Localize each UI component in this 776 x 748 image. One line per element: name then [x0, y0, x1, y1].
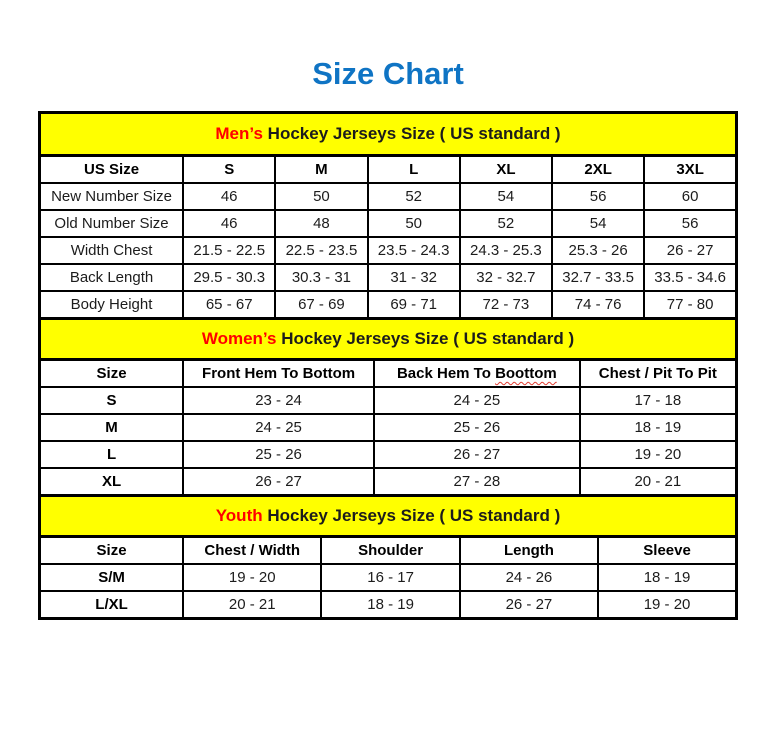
- size-cell: 65 - 67: [183, 291, 275, 319]
- size-cell: 19 - 20: [580, 441, 737, 468]
- womens-heading-rest: Hockey Jerseys Size ( US standard ): [281, 329, 575, 348]
- size-cell: 24.3 - 25.3: [460, 237, 552, 264]
- column-header: XL: [460, 156, 552, 184]
- column-header: S: [183, 156, 275, 184]
- row-label: S: [40, 387, 184, 414]
- size-cell: 25 - 26: [183, 441, 374, 468]
- size-cell: 26 - 27: [460, 591, 598, 619]
- mens-heading-highlight: Men’s: [215, 124, 263, 143]
- row-label: XL: [40, 468, 184, 496]
- column-header: Length: [460, 537, 598, 565]
- size-cell: 50: [368, 210, 460, 237]
- row-label: New Number Size: [40, 183, 184, 210]
- youth-section-heading: [40, 496, 737, 537]
- size-cell: 56: [552, 183, 644, 210]
- youth-column-header-row: [40, 537, 737, 565]
- size-cell: 29.5 - 30.3: [183, 264, 275, 291]
- size-cell: 56: [644, 210, 736, 237]
- size-cell: 19 - 20: [183, 564, 321, 591]
- size-cell: 24 - 26: [460, 564, 598, 591]
- table-row: [40, 210, 737, 237]
- row-label: Back Length: [40, 264, 184, 291]
- size-cell: 30.3 - 31: [275, 264, 367, 291]
- size-cell: 25.3 - 26: [552, 237, 644, 264]
- column-header: 3XL: [644, 156, 736, 184]
- size-cell: 31 - 32: [368, 264, 460, 291]
- table-row: [40, 591, 737, 619]
- size-cell: 52: [368, 183, 460, 210]
- column-header: Sleeve: [598, 537, 736, 565]
- size-cell: 46: [183, 210, 275, 237]
- row-label: L/XL: [40, 591, 184, 619]
- size-cell: 20 - 21: [183, 591, 321, 619]
- mens-size-table: [38, 111, 738, 320]
- youth-size-table: [38, 494, 738, 620]
- column-header: Size: [40, 537, 184, 565]
- size-cell: 16 - 17: [321, 564, 459, 591]
- table-row: [40, 291, 737, 319]
- row-label: Old Number Size: [40, 210, 184, 237]
- column-header: US Size: [40, 156, 184, 184]
- size-cell: 69 - 71: [368, 291, 460, 319]
- size-cell: 23.5 - 24.3: [368, 237, 460, 264]
- size-cell: 32.7 - 33.5: [552, 264, 644, 291]
- womens-size-table: [38, 317, 738, 497]
- mens-heading-rest: Hockey Jerseys Size ( US standard ): [267, 124, 561, 143]
- row-label: S/M: [40, 564, 184, 591]
- mens-column-header-row: [40, 156, 737, 184]
- size-cell: 19 - 20: [598, 591, 736, 619]
- size-cell: 77 - 80: [644, 291, 736, 319]
- table-row: [40, 183, 737, 210]
- size-cell: 18 - 19: [580, 414, 737, 441]
- column-header-misspelled: [374, 360, 580, 388]
- size-cell: 24 - 25: [183, 414, 374, 441]
- size-cell: 27 - 28: [374, 468, 580, 496]
- size-cell: 18 - 19: [598, 564, 736, 591]
- mens-section-heading-row: [40, 113, 737, 156]
- column-header: Size: [40, 360, 184, 388]
- womens-column-header-row: [40, 360, 737, 388]
- size-cell: 50: [275, 183, 367, 210]
- youth-heading-highlight: Youth: [215, 506, 263, 525]
- youth-heading-rest: Hockey Jerseys Size ( US standard ): [267, 506, 561, 525]
- column-header: 2XL: [552, 156, 644, 184]
- youth-section-heading-row: [40, 496, 737, 537]
- column-header: Shoulder: [321, 537, 459, 565]
- column-header: Chest / Width: [183, 537, 321, 565]
- size-cell: 26 - 27: [183, 468, 374, 496]
- size-cell: 23 - 24: [183, 387, 374, 414]
- row-label: Body Height: [40, 291, 184, 319]
- size-cell: 72 - 73: [460, 291, 552, 319]
- womens-section-heading-row: [40, 319, 737, 360]
- size-cell: 33.5 - 34.6: [644, 264, 736, 291]
- table-row: [40, 264, 737, 291]
- size-cell: 26 - 27: [374, 441, 580, 468]
- mens-section-heading: [40, 113, 737, 156]
- column-header-text: Back Hem To: [396, 365, 491, 382]
- size-cell: 21.5 - 22.5: [183, 237, 275, 264]
- size-cell: 48: [275, 210, 367, 237]
- size-cell: 25 - 26: [374, 414, 580, 441]
- size-cell: 24 - 25: [374, 387, 580, 414]
- size-cell: 67 - 69: [275, 291, 367, 319]
- column-header: M: [275, 156, 367, 184]
- size-cell: 20 - 21: [580, 468, 737, 496]
- table-row: [40, 414, 737, 441]
- size-cell: 22.5 - 23.5: [275, 237, 367, 264]
- table-row: [40, 468, 737, 496]
- size-cell: 17 - 18: [580, 387, 737, 414]
- page-title: Size Chart: [312, 56, 464, 91]
- womens-section-heading: [40, 319, 737, 360]
- size-chart-tables: [38, 111, 738, 620]
- size-cell: 74 - 76: [552, 291, 644, 319]
- size-cell: 54: [460, 183, 552, 210]
- column-header: Front Hem To Bottom: [183, 360, 374, 388]
- column-header: Chest / Pit To Pit: [580, 360, 737, 388]
- size-cell: 52: [460, 210, 552, 237]
- size-chart-page: [0, 56, 776, 620]
- row-label: M: [40, 414, 184, 441]
- size-cell: 18 - 19: [321, 591, 459, 619]
- row-label: L: [40, 441, 184, 468]
- table-row: [40, 564, 737, 591]
- column-header: L: [368, 156, 460, 184]
- size-cell: 54: [552, 210, 644, 237]
- table-row: [40, 237, 737, 264]
- table-row: [40, 387, 737, 414]
- size-cell: 60: [644, 183, 736, 210]
- size-cell: 32 - 32.7: [460, 264, 552, 291]
- misspelled-word: Boottom: [495, 365, 557, 382]
- size-cell: 46: [183, 183, 275, 210]
- size-cell: 26 - 27: [644, 237, 736, 264]
- table-row: [40, 441, 737, 468]
- womens-heading-highlight: Women’s: [201, 329, 277, 348]
- row-label: Width Chest: [40, 237, 184, 264]
